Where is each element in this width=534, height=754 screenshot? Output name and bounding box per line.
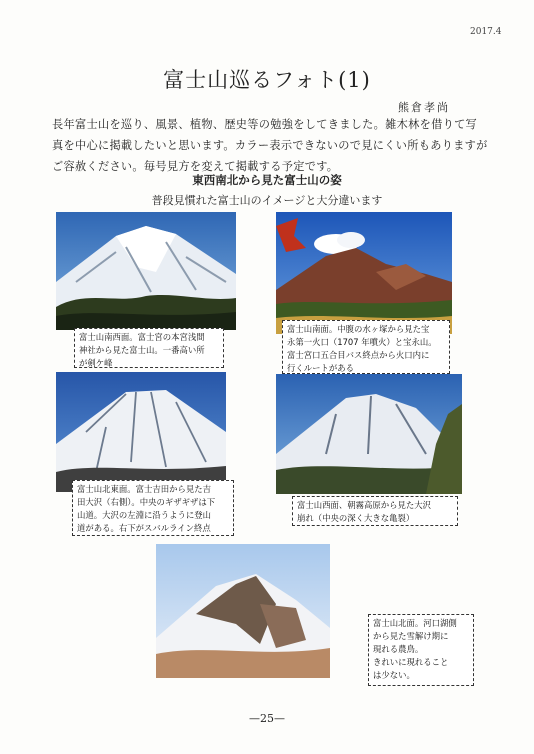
photo-northeast-view: [56, 372, 226, 492]
photo-west-face-view: [276, 374, 462, 494]
photo-south-view: [276, 212, 452, 334]
photo-southwest-view: [56, 212, 236, 330]
caption-southwest: 富士山南西面。富士宮の本宮浅間 神社から見た富士山。一番高い所 が剣ケ峰: [74, 328, 224, 368]
section-subtitle: 普段見慣れた富士山のイメージと大分違います: [151, 194, 383, 207]
section-title: 東西南北から見た富士山の姿: [192, 173, 342, 187]
caption-north: 富士山北面。河口湖側 から見た雪解け期に 現れる農鳥。 きれいに現れること は少ない。: [368, 614, 474, 686]
caption-south: 富士山南面。中腹の水ヶ塚から見た宝 永第一火口（1707 年噴火）と宝永山。 富士宮口五合目バス終点から火口内に 行くルートがある: [282, 320, 450, 374]
caption-west-face: 富士山西面、朝霧高原から見た大沢 崩れ（中央の深く大きな亀裂）: [292, 496, 458, 526]
page-title: 富士山巡るフォト(1): [163, 68, 371, 92]
author-name: 熊倉孝尚: [398, 101, 450, 114]
caption-northeast: 富士山北東面。富士吉田から見た吉 田大沢（右側）。中央のギザギザは下 山道。大沢の左淵に沿うように登山 道がある。右下がスバルライン終点: [72, 480, 234, 536]
intro-paragraph: 長年富士山を巡り、風景、植物、歴史等の勉強をしてきました。雑木林を借りて写真を中心に掲載したいと思います。カラー表示できないので見にくい所もありますがご容赦ください。毎号見方を変えて掲載する予定です。: [52, 118, 488, 173]
page-number: —25—: [249, 712, 285, 725]
photo-north-view: [156, 544, 330, 678]
issue-date: 2017.4: [470, 27, 502, 37]
